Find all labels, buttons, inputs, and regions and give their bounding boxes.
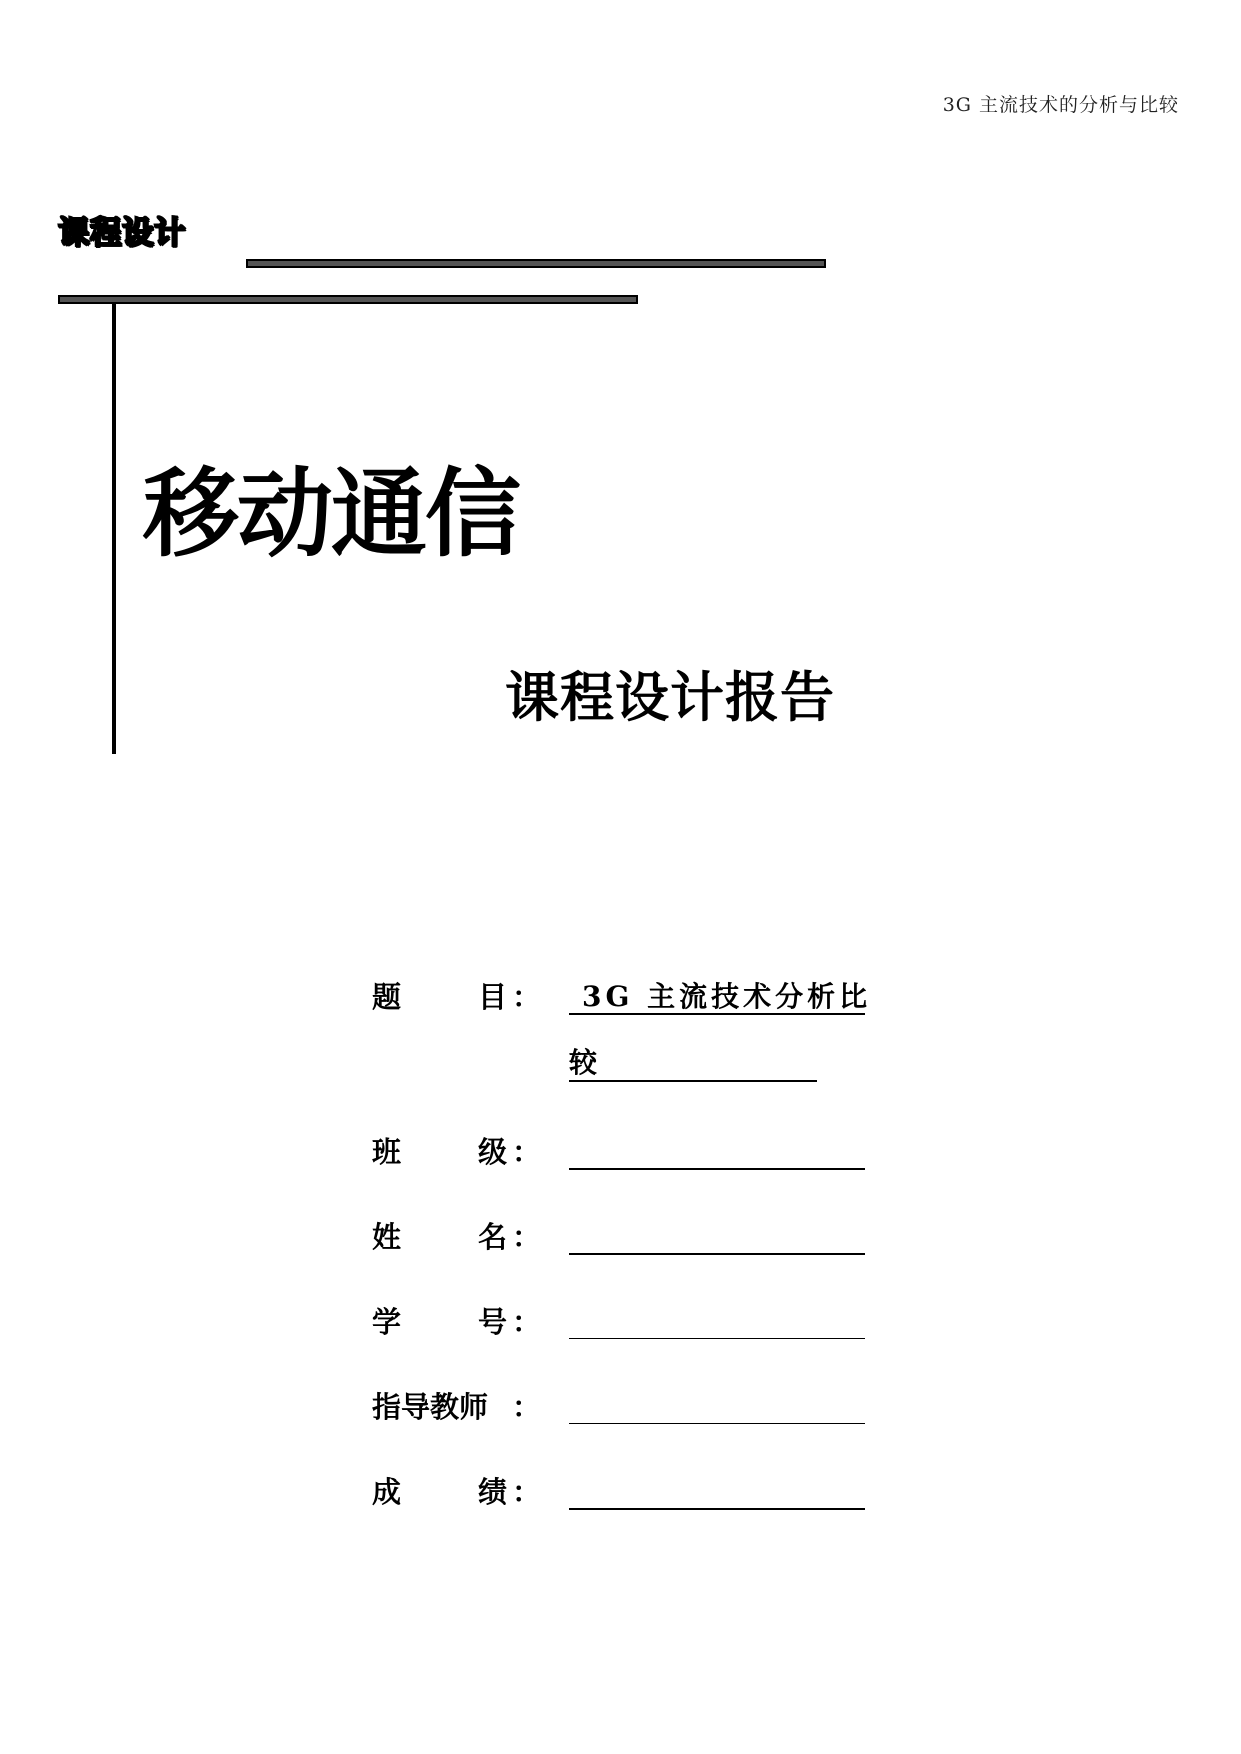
field-topic-value-line1[interactable]: 3G 主流技术分析比	[582, 980, 872, 1013]
label-char: 绩	[478, 1475, 508, 1509]
course-design-tag: 课程设计	[58, 215, 186, 251]
label-char: 学	[372, 1305, 402, 1339]
field-student-id-underline	[569, 1338, 865, 1339]
label-colon: ：	[512, 1135, 542, 1169]
label-colon: ：	[512, 980, 542, 1014]
decorative-bar-middle	[58, 295, 638, 304]
field-topic-value-line2[interactable]: 较	[569, 1046, 598, 1079]
running-header: 3G 主流技术的分析与比较	[942, 94, 1179, 116]
decorative-bar-top	[246, 259, 826, 268]
label-char: 成	[372, 1475, 402, 1509]
decorative-vertical-line	[112, 302, 116, 754]
label-char: 级	[478, 1135, 508, 1169]
label-char: 目	[478, 980, 508, 1014]
label-char: 名	[478, 1220, 508, 1254]
course-title: 移动通信	[143, 458, 519, 570]
field-topic-underline-2	[569, 1080, 817, 1082]
label-char: 姓	[372, 1220, 402, 1254]
label-char: 号	[478, 1305, 508, 1339]
field-advisor-underline	[569, 1423, 865, 1424]
label-text: 指导教师	[372, 1390, 489, 1424]
label-colon: ：	[512, 1390, 542, 1424]
field-class-underline	[569, 1168, 865, 1170]
label-colon: ：	[512, 1475, 542, 1509]
label-colon: ：	[512, 1305, 542, 1339]
field-topic-underline-1	[569, 1013, 865, 1015]
label-colon: ：	[512, 1220, 542, 1254]
field-name-underline	[569, 1253, 865, 1255]
report-title: 课程设计报告	[505, 666, 835, 729]
field-grade-underline	[569, 1508, 865, 1510]
label-char: 班	[372, 1135, 402, 1169]
label-char: 题	[372, 980, 402, 1014]
